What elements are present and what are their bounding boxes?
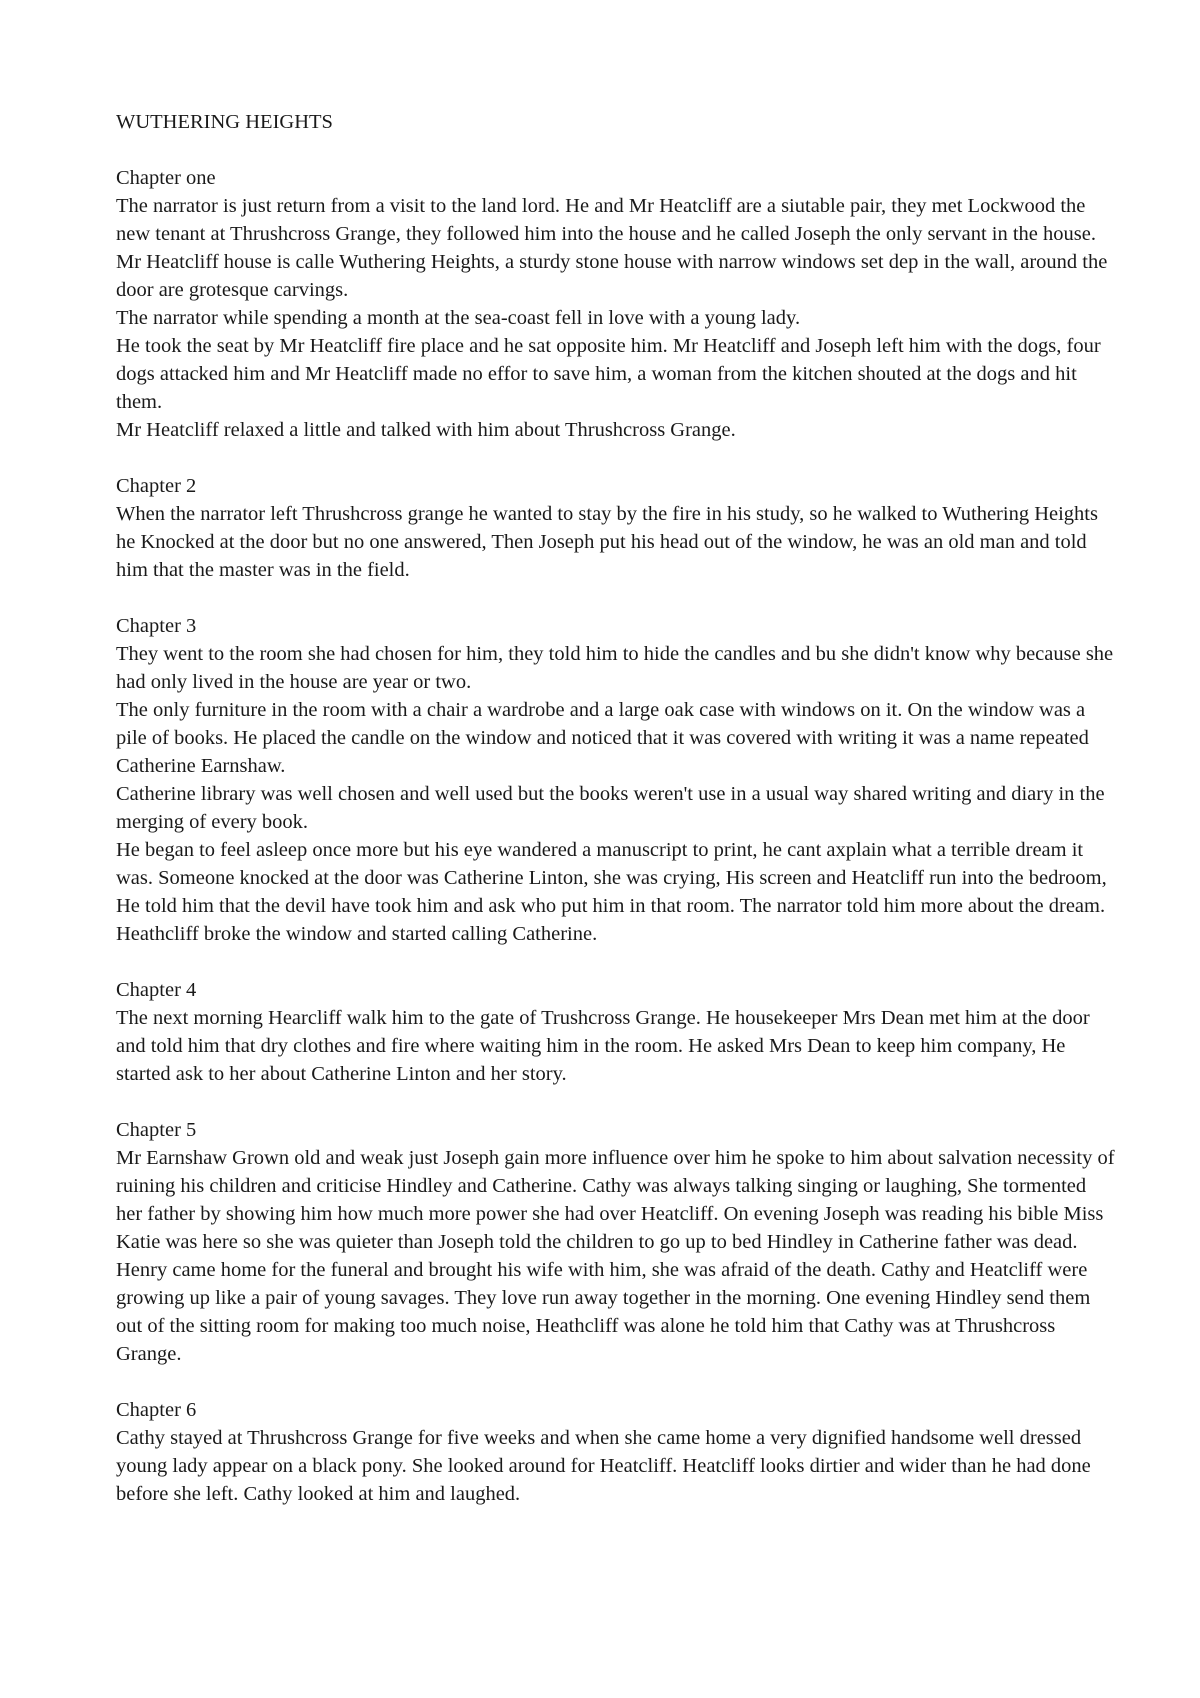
chapter-paragraph: When the narrator left Thrushcross grange he wanted to stay by the fire in his study, so he walked to Wuthering Heights he Knocked at the door but no one answered, Then Joseph put his head out of the window, he was an old man and told him that the master was in the field. [116, 503, 1098, 581]
chapter-paragraph: The only furniture in the room with a chair a wardrobe and a large oak case with windows on it. On the window was a pile of books. He placed the candle on the window and noticed that it was covered with writing it was a name repeated Catherine Earnshaw. [116, 699, 1089, 777]
chapter-paragraph: Mr Heatcliff relaxed a little and talked with him about Thrushcross Grange. [116, 419, 736, 441]
chapter-heading: Chapter 6 [116, 1399, 197, 1421]
chapter-4 [116, 976, 1116, 1088]
chapter-paragraph: The narrator is just return from a visit to the land lord. He and Mr Heatcliff are a siutable pair, they met Lockwood the new tenant at Thrushcross Grange, they followed him into the house and he called Joseph the only servant in the house. Mr Heatcliff house is calle Wuthering Heights, a sturdy stone house with narrow windows set dep in the wall, around the door are grotesque carvings. [116, 195, 1108, 301]
chapter-3 [116, 612, 1116, 948]
chapter-heading: Chapter 3 [116, 615, 197, 637]
document-page [116, 108, 1116, 1536]
chapter-paragraph: He took the seat by Mr Heatcliff fire place and he sat opposite him. Mr Heatcliff and Joseph left him with the dogs, four dogs attacked him and Mr Heatcliff made no effor to save him, a woman from the kitchen shouted at the dogs and hit them. [116, 335, 1101, 413]
chapter-paragraph: Cathy stayed at Thrushcross Grange for five weeks and when she came home a very dignified handsome well dressed young lady appear on a black pony. She looked around for Heatcliff. Heatcliff looks dirtier and wider than he had done before she left. Cathy looked at him and laughed. [116, 1427, 1091, 1505]
chapter-heading: Chapter one [116, 167, 216, 189]
chapter-paragraph: Mr Earnshaw Grown old and weak just Joseph gain more influence over him he spoke to him about salvation necessity of ruining his children and criticise Hindley and Catherine. Cathy was always talking singing or laughing, She tormented her father by showing him how much more power she had over Heatcliff. On evening Joseph was reading his bible Miss Katie was here so she was quieter than Joseph told the children to go up to bed Hindley in Catherine father was dead. Henry came home for the funeral and brought his wife with him, she was afraid of the death. Cathy and Heatcliff were growing up like a pair of young savages. They love run away together in the morning. One evening Hindley send them out of the sitting room for making too much noise, Heathcliff was alone he told him that Cathy was at Thrushcross Grange. [116, 1147, 1115, 1365]
chapter-paragraph: Catherine library was well chosen and well used but the books weren't use in a usual way shared writing and diary in the merging of every book. [116, 783, 1105, 833]
chapter-heading: Chapter 4 [116, 979, 197, 1001]
chapter-6 [116, 1396, 1116, 1508]
chapter-2 [116, 472, 1116, 584]
chapter-5 [116, 1116, 1116, 1368]
chapter-paragraph: He began to feel asleep once more but his eye wandered a manuscript to print, he cant axplain what a terrible dream it was. Someone knocked at the door was Catherine Linton, she was crying, His screen and Heatcliff run into the bedroom, He told him that the devil have took him and ask who put him in that room. The narrator told him more about the dream. Heathcliff broke the window and started calling Catherine. [116, 839, 1107, 945]
chapter-1 [116, 164, 1116, 444]
chapter-paragraph: The narrator while spending a month at the sea-coast fell in love with a young lady. [116, 307, 801, 329]
document-title: WUTHERING HEIGHTS [116, 111, 333, 133]
chapter-paragraph: They went to the room she had chosen for him, they told him to hide the candles and bu she didn't know why because she had only lived in the house are year or two. [116, 643, 1114, 693]
chapter-heading: Chapter 5 [116, 1119, 197, 1141]
chapter-heading: Chapter 2 [116, 475, 197, 497]
chapter-paragraph: The next morning Hearcliff walk him to the gate of Trushcross Grange. He housekeeper Mrs Dean met him at the door and told him that dry clothes and fire where waiting him in the room. He asked Mrs Dean to keep him company, He started ask to her about Catherine Linton and her story. [116, 1007, 1090, 1085]
